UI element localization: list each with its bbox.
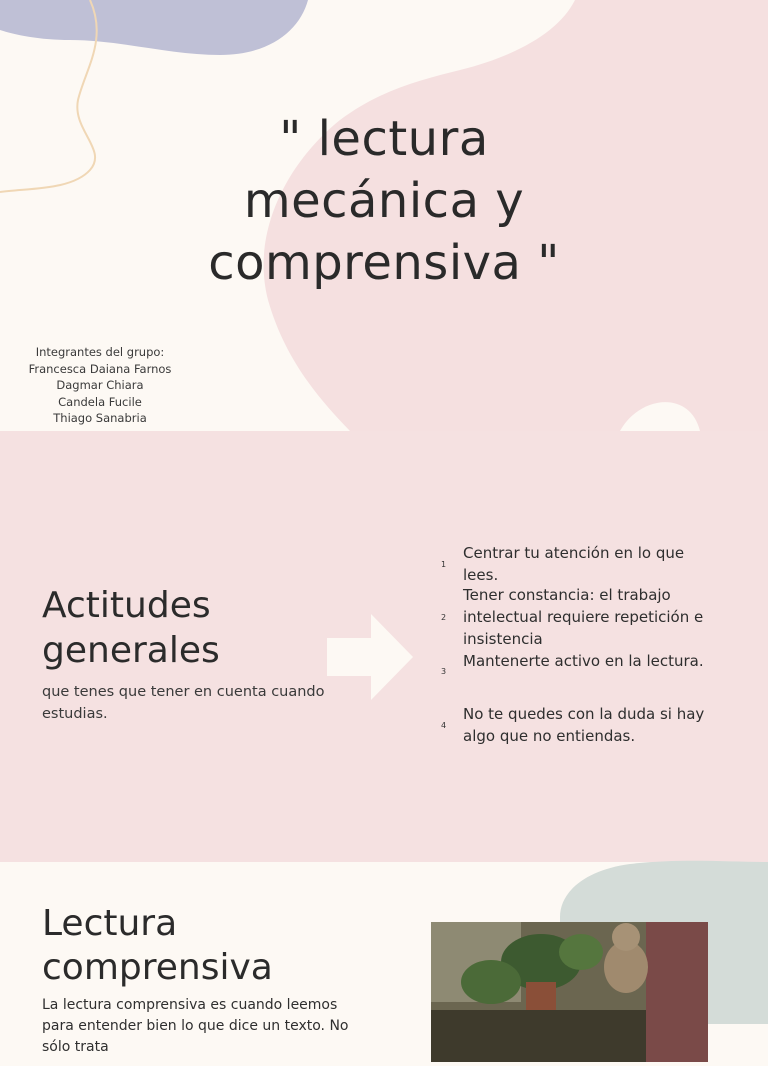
lavender-blob [0, 0, 308, 55]
member-name: Candela Fucile [58, 394, 142, 409]
step-number: 2 [441, 613, 447, 622]
heading-line: Lectura [42, 903, 178, 944]
member-name: Dagmar Chiara [56, 378, 144, 392]
slide-subtitle: que tenes que tener en cuenta cuando estudias. [42, 684, 325, 722]
title-line: mecánica y [243, 173, 525, 229]
step-number: 3 [441, 667, 447, 676]
photo-teddy-bear-head [612, 923, 640, 951]
heading-line: Actitudes [42, 585, 211, 626]
heading-line: comprensiva [42, 947, 273, 988]
step-text: Tener constancia: el trabajo intelectual requiere repetición e insistencia [463, 586, 704, 648]
title-line: comprensiva " [208, 235, 560, 291]
group-members [10, 344, 190, 427]
slide-body-text: La lectura comprensiva es cuando leemos para entender bien lo que dice un texto. No sólo trata [42, 997, 349, 1055]
step-number: 4 [441, 721, 447, 730]
member-name: Francesca Daiana Farnos [28, 361, 172, 376]
photo-pot [526, 982, 556, 1012]
step-text: No te quedes con la duda si hay algo que no entiendas. [463, 705, 705, 745]
photo-shelf [431, 1010, 646, 1062]
heading-line: generales [42, 630, 220, 671]
step-text: Mantenerte activo en la lectura. [463, 652, 704, 670]
plants-photo [431, 922, 708, 1062]
step-text: Centrar tu atención en lo que lees. [463, 544, 685, 584]
photo-curtain [646, 922, 708, 1062]
members-heading: Integrantes del grupo: [35, 345, 165, 359]
member-name: Thiago Sanabria [53, 411, 147, 425]
comprehensive-reading-slide [0, 862, 768, 1055]
slide-heading [42, 583, 220, 673]
presentation-title [120, 108, 648, 294]
photo-illustration [431, 922, 708, 1062]
step-number: 1 [441, 560, 447, 569]
attitudes-slide [0, 431, 768, 862]
title-line: " lectura [279, 111, 489, 167]
photo-plant [559, 934, 603, 970]
right-arrow-icon [327, 614, 413, 700]
title-slide [0, 0, 768, 431]
slide-heading [42, 902, 273, 990]
photo-plant [461, 960, 521, 1004]
